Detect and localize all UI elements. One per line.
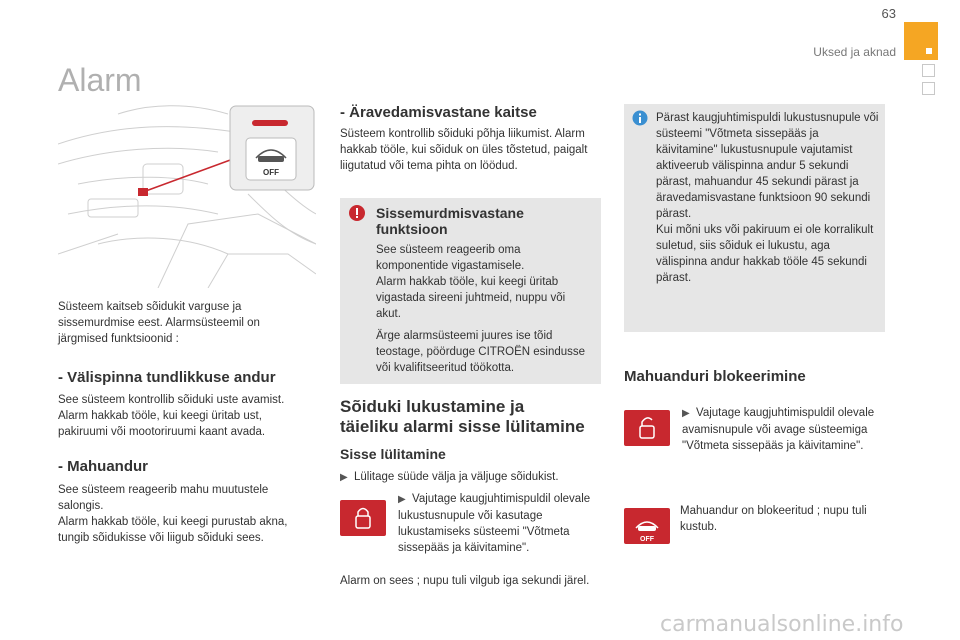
lockout-heading: Mahuanduri blokeerimine: [624, 368, 806, 385]
exterior-heading: - Välispinna tundlikkuse andur: [58, 369, 276, 386]
volumetric-heading: - Mahuandur: [58, 458, 148, 475]
lock-button-icon: [340, 500, 386, 536]
page-title: Alarm: [58, 62, 142, 98]
warning-icon: [348, 204, 366, 222]
warning-text-3: Ärge alarmsüsteemi juures ise tõid teostage, pöörduge CITROËN esindusse või kvalifitseeritud töökotta.: [376, 330, 586, 374]
alarm-off-label: OFF: [640, 536, 654, 543]
tilt-heading: - Äravedamisvastane kaitse: [340, 104, 537, 121]
info-icon: [632, 110, 648, 126]
warning-heading-line-1: Sissemurdmisvastane: [376, 205, 524, 221]
warning-heading-line-2: funktsioon: [376, 221, 448, 237]
locking-subheading: Sisse lülitamine: [340, 446, 446, 462]
padlock-icon: [340, 500, 386, 536]
volumetric-text-1: See süsteem reageerib mahu muutustele salongis.: [58, 484, 269, 512]
info-text-2: Kui mõni uks või pakiruum ei ole korralikult suletud, siis sõiduk ei lukustu, aga välispinna andur hakkab tööle 45 sekundi pärast.: [656, 224, 874, 284]
unlock-button-icon: [624, 410, 670, 446]
lockout-text: Mahuandur on blokeeritud ; nupu tuli kustub.: [680, 505, 867, 533]
tab-marker-icon: [926, 48, 932, 54]
locking-bullet-1-text: Lülitage süüde välja ja väljuge sõidukist.: [354, 471, 559, 483]
lockout-bullet-1-text: Vajutage kaugjuhtimispuldil olevale avamisnupule või avage süsteemiga "Võtmeta sissepääs ja käivitamine".: [682, 407, 875, 452]
volumetric-text-2: Alarm hakkab tööle, kui keegi purustab akna, tungib sõidukisse või liigub sõiduki sees.: [58, 516, 288, 544]
page-number: 63: [881, 6, 896, 21]
info-text-1: Pärast kaugjuhtimispuldi lukustusnupule või süsteemi "Võtmeta sissepääs ja käivitamine" lukustusnupule vajutamist aktiveerub välispinna andur 5 sekundi pärast, mahuandur 45 sekundi pärast ja äravedamisvastane funktsioon 90 sekundi pärast.: [656, 112, 879, 220]
intro-text: Süsteem kaitseb sõidukit varguse ja sissemurdmise eest. Alarmsüsteemil on järgmised funktsioonid :: [58, 301, 260, 345]
chapter-tab: [904, 22, 938, 60]
tilt-text: Süsteem kontrollib sõiduki põhja liikumist. Alarm hakkab tööle, kui sõiduk on üles tõstetud, paigalt liigutatud või tema pihta on löödud.: [340, 128, 588, 172]
alarm-off-button-icon: [624, 508, 670, 544]
alarm-button-illustration: [58, 104, 316, 288]
locking-heading-line-2: täieliku alarmi sisse lülitamine: [340, 417, 585, 436]
bullet-icon: ▶: [340, 472, 348, 483]
padlock-open-icon: [624, 410, 670, 446]
locking-bullet-2-text: Vajutage kaugjuhtimispuldil olevale lukustusnupule või kasutage lukustamiseks süsteemi "Võtmeta sissepääs ja käivitamine".: [398, 493, 591, 554]
off-button-label: OFF: [263, 168, 279, 177]
locking-heading-line-1: Sõiduki lukustamine ja: [340, 397, 525, 416]
warning-text-2: Alarm hakkab tööle, kui keegi üritab vigastada sireeni juhtmeid, nuppu või akut.: [376, 276, 566, 320]
warning-heading: [376, 205, 591, 237]
car-alarm-off-icon: [624, 508, 670, 544]
warning-text-1: See süsteem reageerib oma komponentide vigastamisele.: [376, 244, 525, 272]
warning-box: [340, 198, 601, 384]
lockout-bullet-1: [682, 405, 887, 454]
nav-square-icon: [922, 82, 935, 95]
info-box: [624, 104, 885, 332]
dashboard-drawing: [58, 104, 316, 288]
bullet-icon: ▶: [398, 494, 406, 505]
locking-bullet-2: [398, 491, 598, 556]
bullet-icon: ▶: [682, 408, 690, 419]
locking-bullet-1: [340, 469, 602, 486]
section-title: Uksed ja aknad: [813, 45, 896, 59]
locking-heading: [340, 397, 610, 437]
exterior-text: See süsteem kontrollib sõiduki uste avamist. Alarm hakkab tööle, kui keegi üritab ust, pakiruumi või mootoriruumi kaant avada.: [58, 394, 285, 438]
nav-square-icon: [922, 64, 935, 77]
watermark: carmanualsonline.info: [660, 612, 904, 637]
locking-after-text: Alarm on sees ; nupu tuli vilgub iga sekundi järel.: [340, 575, 590, 587]
